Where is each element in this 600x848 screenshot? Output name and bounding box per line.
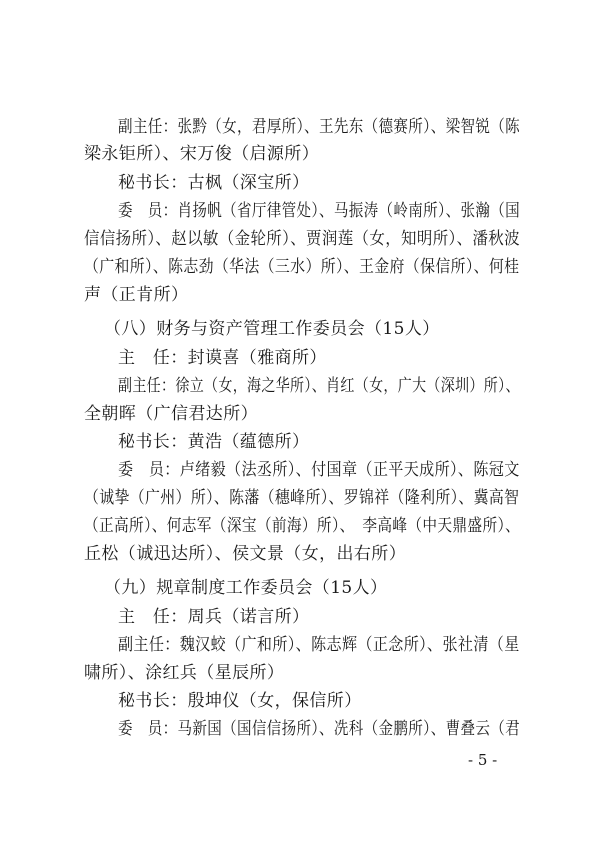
text-line: 主 任：封谟喜（雅商所） [118,348,327,368]
section-heading: （九）规章制度工作委员会（15人） [104,578,388,598]
section-heading: （八）财务与资产管理工作委员会（15人） [104,319,440,339]
text-line: 秘书长：黄浩（蕴德所） [118,432,310,452]
text-line: 秘书长：古枫（深宝所） [118,173,310,193]
text-line: 声（正肯所） [84,285,189,305]
text-line: （诚挚（广州）所）、陈藩（穗峰所）、罗锦祥（隆利所）、冀高智 [84,488,520,508]
text-line: 副主任：张黔（女，君厚所）、王先东（德赛所）、梁智锐（陈 [118,117,521,137]
text-line: 副主任：魏汉蛟（广和所）、陈志辉（正念所）、张社清（星 [118,635,520,655]
text-line: 啸所）、涂红兵（星辰所） [84,663,285,683]
text-line: 全朝晖（广信君达所） [84,404,258,424]
text-line: 主 任：周兵（诺言所） [118,607,310,627]
text-line: 委 员：卢绪毅（法丞所）、付国章（正平天成所）、陈冠文 [118,460,520,480]
text-line: 委 员：肖扬帆（省厅律管处）、马振涛（岭南所）、张瀚（国 [118,201,521,221]
page-number: - 5 - [468,751,498,769]
text-line: 丘松（诚迅达所）、侯文景（女，出右所） [84,544,407,564]
text-line: 委 员：马新国（国信信扬所）、冼科（金鹏所）、曹叠云（君 [118,719,521,739]
text-line: （正高所）、何志军（深宝（前海）所）、 李高峰（中天鼎盛所）、 [84,516,521,536]
text-line: 秘书长：殷坤仪（女，保信所） [118,691,362,711]
text-line: 信信扬所）、赵以敏（金轮所）、贾润莲（女，知明所）、潘秋波 [84,229,520,249]
text-line: 副主任：徐立（女，海之华所）、肖红（女，广大（深圳）所）、 [118,376,520,396]
text-line: （广和所）、陈志劲（华法（三水）所）、王金府（保信所）、何桂 [84,257,520,277]
text-line: 梁永钜所）、宋万俊（启源所） [84,144,320,164]
